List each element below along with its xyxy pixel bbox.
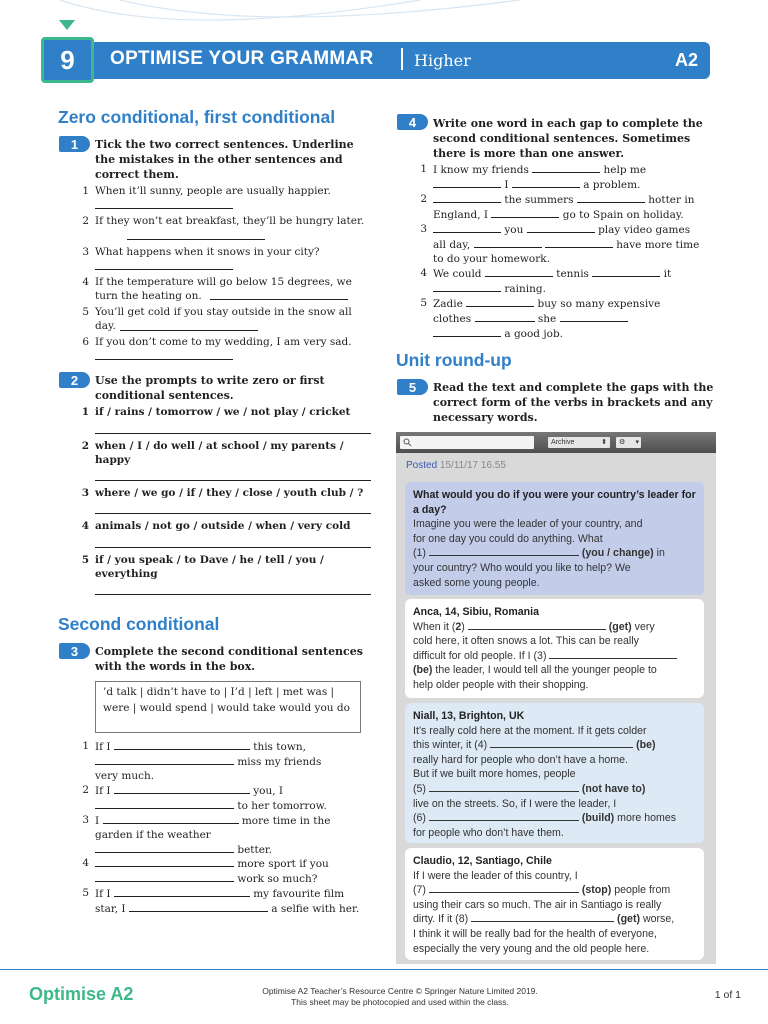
ex3-item-3: 3 I more time in the garden if the weather better. <box>82 814 331 856</box>
exercise-5-instruction: Read the text and complete the gaps with the correct form of the verbs in brackets and any necessary words. <box>433 381 714 424</box>
ex4-item-1: 1 I know my friends help me I a problem. <box>420 163 647 191</box>
answer-blank[interactable] <box>429 546 579 556</box>
section-heading-roundup: Unit round-up <box>396 350 512 370</box>
answer-line[interactable] <box>95 269 233 270</box>
answer-line[interactable] <box>95 433 371 434</box>
copyright-notice: Optimise A2 Teacher’s Resource Centre © Springer Nature Limited 2019. This sheet may be photocopied and used within the class. <box>262 986 538 1007</box>
level-label: Higher <box>414 51 471 70</box>
ex2-item-3: 3 where / we go / if / they / close / youth club / ? <box>81 487 364 499</box>
ex3-item-2: 2 If I you, I to her tomorrow. <box>82 784 327 812</box>
answer-blank[interactable] <box>433 177 501 188</box>
answer-blank[interactable] <box>592 266 660 277</box>
answer-blank[interactable] <box>433 192 501 203</box>
comment-card-claudio: Claudio, 12, Santiago, Chile If I were the leader of this country, I (7) (stop) people from using their cars so much. The air in Santiago is really dirty. If it (8) (get) worse, I think it will be really bad for the health of everyone, especially the very young and the old people here. <box>405 848 704 960</box>
exercise-4-instruction: Write one word in each gap to complete the second conditional sentences. Sometimes there is more than one answer. <box>433 117 703 160</box>
answer-blank[interactable] <box>512 177 580 188</box>
exercise-number-2: 2 <box>59 372 90 388</box>
answer-line[interactable] <box>95 359 233 360</box>
exercise-3-instruction: Complete the second conditional sentences with the words in the box. <box>95 645 363 673</box>
ex2-item-5: 5 if / you speak / to Dave / he / tell / you / everything <box>81 554 324 580</box>
ex1-item-4: 4 If the temperature will go below 15 degrees, we turn the heating on. <box>82 276 352 302</box>
browser-toolbar <box>396 432 716 453</box>
answer-line[interactable] <box>95 594 371 595</box>
answer-blank[interactable] <box>474 237 542 248</box>
answer-blank[interactable] <box>433 326 501 337</box>
answer-blank[interactable] <box>95 754 234 765</box>
ex2-item-4: 4 animals / not go / outside / when / very cold <box>81 520 351 532</box>
search-icon <box>403 438 412 447</box>
page-title: OPTIMISE YOUR GRAMMAR <box>110 48 374 69</box>
decorative-swoosh <box>0 0 768 44</box>
answer-blank[interactable] <box>429 811 579 821</box>
answer-line[interactable] <box>95 513 371 514</box>
ex1-item-3: 3 What happens when it snows in your city? <box>82 246 320 258</box>
unit-marker-icon <box>59 20 75 30</box>
answer-blank[interactable] <box>129 901 268 912</box>
ex1-item-2: 2 If they won’t eat breakfast, they’ll be hungry later. <box>82 215 365 227</box>
ex1-item-1: 1 When it’ll sunny, people are usually happier. <box>82 185 331 197</box>
unit-number: 9 <box>41 37 94 83</box>
answer-blank[interactable] <box>433 222 501 233</box>
footer-brand: Optimise A2 <box>29 984 134 1004</box>
answer-blank[interactable] <box>491 207 559 218</box>
ex3-item-4: 4 more sport if you work so much? <box>82 857 329 885</box>
exercise-number-5: 5 <box>397 379 428 395</box>
answer-blank[interactable] <box>527 222 595 233</box>
comment-author: Niall, 13, Brighton, UK <box>413 710 525 722</box>
answer-blank[interactable] <box>95 798 234 809</box>
ex2-item-2: 2 when / I / do well / at school / my parents / happy <box>81 440 344 466</box>
exercise-number-3: 3 <box>59 643 90 659</box>
answer-blank[interactable] <box>95 842 234 853</box>
post-intro-card: What would you do if you were your country’s leader for a day? Imagine you were the leader of your country, and for one day you could do anything. What (1) (you / change) in your country? Who would you like to help? We asked some young people. <box>405 482 704 595</box>
exercise-number-4: 4 <box>397 114 428 130</box>
ex2-item-1: 1 if / rains / tomorrow / we / not play / cricket <box>81 406 351 418</box>
answer-blank[interactable] <box>545 237 613 248</box>
answer-blank[interactable] <box>429 883 579 893</box>
comment-author: Claudio, 12, Santiago, Chile <box>413 855 552 867</box>
comment-author: Anca, 14, Sibiu, Romania <box>413 606 539 618</box>
comment-card-anca: Anca, 14, Sibiu, Romania When it (2) (get) very cold here, it often snows a lot. This can be really difficult for old people. If I (3) (be) the leader, I would tell all the younger people to help older people with their shopping. <box>405 599 704 698</box>
answer-blank[interactable] <box>485 266 553 277</box>
ex1-item-6: 6 If you don’t come to my wedding, I am very sad. <box>82 336 352 348</box>
footer-divider <box>0 969 768 970</box>
answer-blank[interactable] <box>429 782 579 792</box>
exercise-1-instruction: Tick the two correct sentences. Underline the mistakes in the other sentences and correct them. <box>95 138 354 181</box>
blog-window <box>396 432 716 964</box>
posted-line <box>406 460 506 471</box>
archive-label: Archive <box>551 439 575 446</box>
answer-blank[interactable] <box>95 856 234 867</box>
title-divider <box>401 48 403 70</box>
gear-icon: ⚙ <box>619 439 626 446</box>
answer-blank[interactable] <box>114 739 250 750</box>
answer-blank[interactable] <box>114 886 250 897</box>
ex4-item-2: 2 the summers hotter in England, I go to Spain on holiday. <box>420 193 695 221</box>
answer-blank[interactable] <box>577 192 645 203</box>
search-input[interactable] <box>400 436 534 449</box>
answer-line[interactable] <box>95 480 371 481</box>
answer-blank[interactable] <box>103 813 239 824</box>
answer-blank[interactable] <box>490 738 633 748</box>
answer-blank[interactable] <box>560 311 628 322</box>
ex3-item-1: 1 If I this town, miss my friends very much. <box>82 740 322 782</box>
chevron-down-icon: ▾ <box>635 439 639 446</box>
ex4-item-3: 3 you play video games all day, have more time to do your homework. <box>420 223 700 265</box>
answer-line[interactable] <box>127 239 265 240</box>
exercise-2-instruction: Use the prompts to write zero or first conditional sentences. <box>95 374 325 402</box>
answer-blank[interactable] <box>114 783 250 794</box>
word-box: ’d talk | didn’t have to | I’d | left | met was | were | would spend | would take would you do <box>95 681 361 733</box>
answer-blank[interactable] <box>532 162 600 173</box>
answer-line[interactable] <box>95 208 233 209</box>
level-code: A2 <box>674 50 698 70</box>
post-heading: What would you do if you were your country’s leader for a day? <box>413 489 696 516</box>
exercise-number-1: 1 <box>59 136 90 152</box>
answer-blank[interactable] <box>475 311 535 322</box>
ex1-item-5: 5 You’ll get cold if you stay outside in the snow all day. <box>82 306 352 332</box>
page-number: 1 of 1 <box>714 989 741 1001</box>
answer-line[interactable] <box>95 547 371 548</box>
chevron-down-icon: ⬍ <box>601 439 607 446</box>
answer-blank[interactable] <box>468 620 606 630</box>
answer-blank[interactable] <box>433 281 501 292</box>
archive-dropdown[interactable] <box>548 437 610 448</box>
answer-line[interactable] <box>210 299 348 300</box>
comment-card-niall: Niall, 13, Brighton, UK It’s really cold here at the moment. If it gets colder this winter, it (4) (be) really hard for people who don’t have a home. But if we built more homes, people (5) (not have to) live on the streets. So, if I were the leader, I (6) (build) more homes for people who don’t have them. <box>405 703 704 843</box>
answer-blank[interactable] <box>466 296 534 307</box>
section-heading-zero-first: Zero conditional, first conditional <box>58 107 336 127</box>
answer-blank[interactable] <box>95 871 234 882</box>
ex4-item-5: 5 Zadie buy so many expensive clothes she a good job. <box>420 297 661 340</box>
posted-date: 15/11/17 16.55 <box>439 460 506 471</box>
ex4-item-4: 4 We could tennis it raining. <box>420 267 672 295</box>
answer-line[interactable] <box>120 330 258 331</box>
posted-label: Posted <box>406 460 438 471</box>
settings-dropdown[interactable] <box>616 437 641 448</box>
ex3-item-5: 5 If I my favourite film star, I a selfie with her. <box>82 887 360 915</box>
section-heading-second: Second conditional <box>58 614 220 634</box>
answer-blank[interactable] <box>471 912 614 922</box>
answer-blank[interactable] <box>549 649 677 659</box>
